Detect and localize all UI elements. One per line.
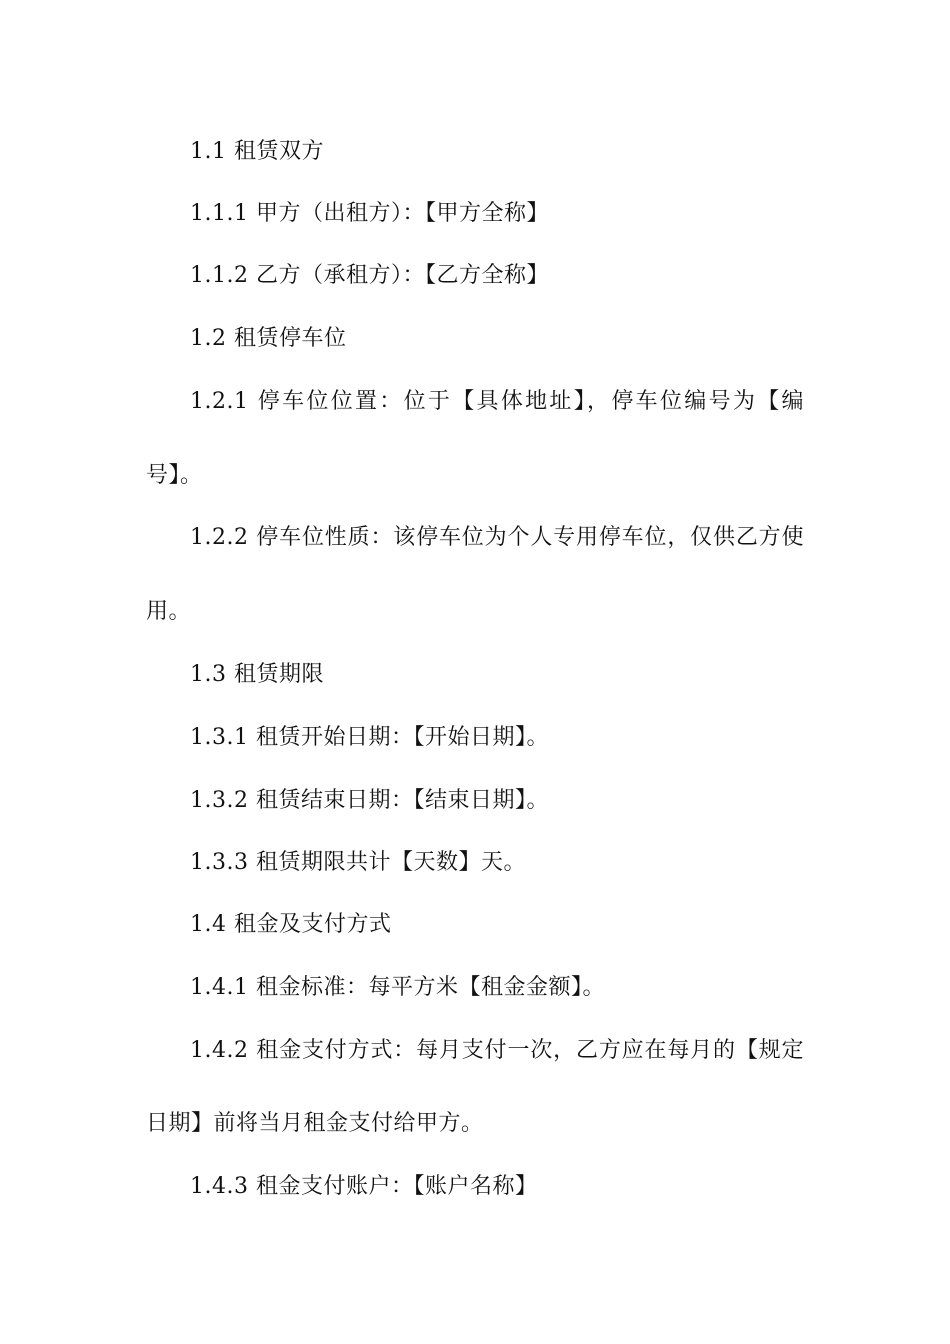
clause-1-4-1: 1.4.1 租金标准：每平方米【租金金额】。 <box>190 975 605 1000</box>
clause-1-3-2: 1.3.2 租赁结束日期：【结束日期】。 <box>190 788 549 813</box>
section-heading-1-2: 1.2 租赁停车位 <box>190 326 347 351</box>
clause-1-3-1: 1.3.1 租赁开始日期：【开始日期】。 <box>190 725 549 750</box>
section-heading-1-1: 1.1 租赁双方 <box>190 139 324 164</box>
clause-1-2-2-continuation: 用。 <box>146 599 192 624</box>
section-heading-1-4: 1.4 租金及支付方式 <box>190 912 392 937</box>
section-heading-1-3: 1.3 租赁期限 <box>190 662 324 687</box>
clause-1-3-3: 1.3.3 租赁期限共计【天数】天。 <box>190 850 526 875</box>
clause-1-1-2: 1.1.2 乙方（承租方）：【乙方全称】 <box>190 263 549 288</box>
clause-1-2-2: 1.2.2 停车位性质：该停车位为个人专用停车位，仅供乙方使 <box>190 525 804 550</box>
clause-1-2-1-continuation: 号】。 <box>146 463 203 488</box>
clause-1-4-2: 1.4.2 租金支付方式：每月支付一次，乙方应在每月的【规定 <box>190 1038 804 1063</box>
clause-1-4-3: 1.4.3 租金支付账户：【账户名称】 <box>190 1174 538 1199</box>
clause-1-2-1: 1.2.1 停车位位置：位于【具体地址】，停车位编号为【编 <box>190 389 804 414</box>
clause-1-4-2-continuation: 日期】前将当月租金支付给甲方。 <box>146 1111 484 1136</box>
clause-1-1-1: 1.1.1 甲方（出租方）：【甲方全称】 <box>190 201 549 226</box>
